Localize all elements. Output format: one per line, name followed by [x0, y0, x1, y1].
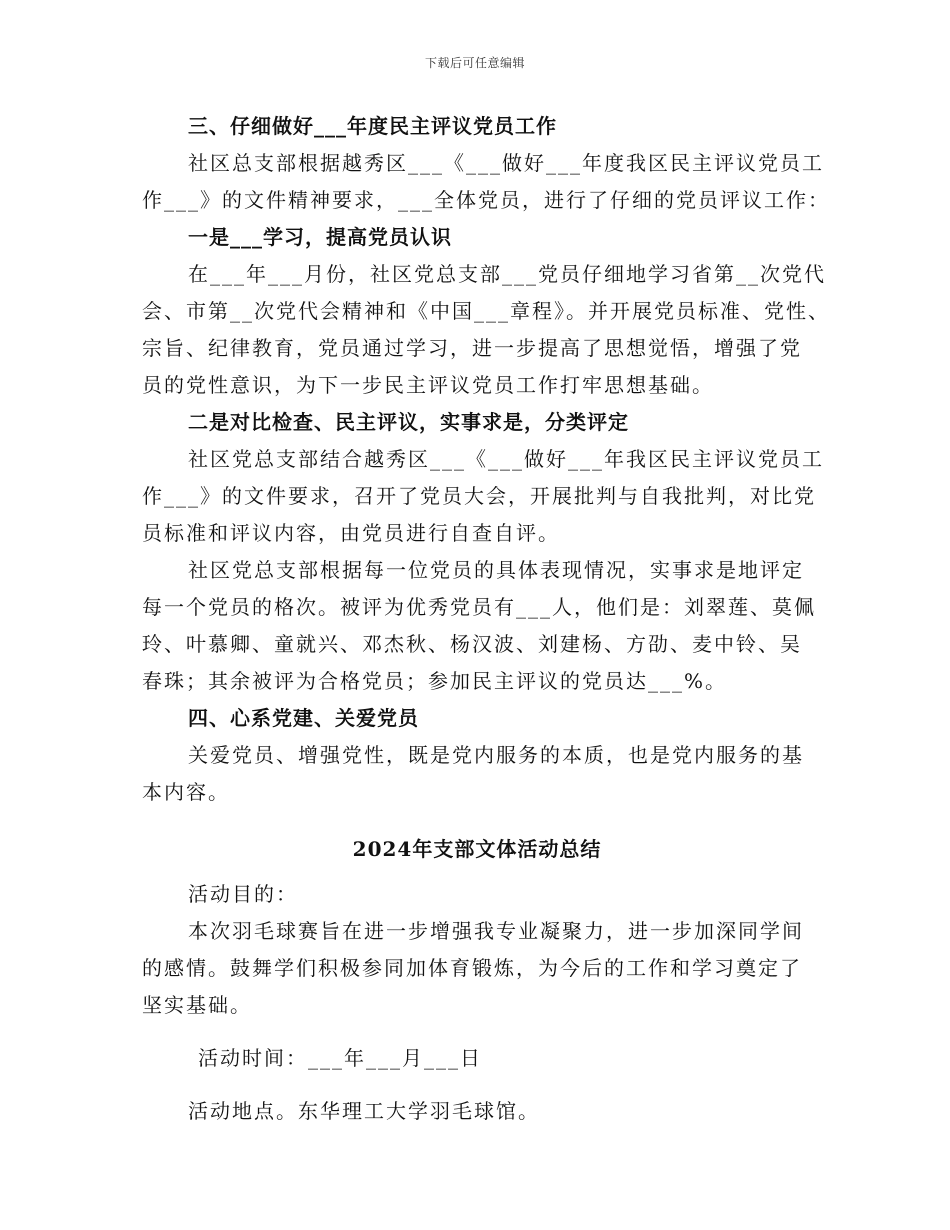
- paragraph-line: 作___》的文件精神要求，___全体党员，进行了仔细的党员评议工作：: [142, 188, 830, 212]
- section4-heading: 四、心系党建、关爱党员: [188, 706, 419, 730]
- summary-title: 2024年支部文体活动总结: [352, 837, 602, 861]
- paragraph-line: 在___年___月份，社区党总支部___党员仔细地学习省第__次党代: [188, 262, 826, 286]
- paragraph-line: 玲、叶慕卿、童就兴、邓杰秋、杨汉波、刘建杨、方劭、麦中铃、吴: [142, 632, 802, 656]
- activity-location: 活动地点。东华理工大学羽毛球馆。: [188, 1099, 540, 1123]
- paragraph-line: 本次羽毛球赛旨在进一步增强我专业凝聚力，进一步加深同学间: [188, 919, 804, 943]
- paragraph-line: 本内容。: [142, 780, 230, 804]
- paragraph-line: 宗旨、纪律教育，党员通过学习，进一步提高了思想觉悟，增强了党: [142, 336, 802, 360]
- paragraph-line: 社区党总支部结合越秀区___《___做好___年我区民主评议党员工: [188, 447, 824, 471]
- paragraph-line: 作___》的文件要求，召开了党员大会，开展批判与自我批判，对比党: [142, 484, 816, 508]
- paragraph-line: 社区党总支部根据每一位党员的具体表现情况，实事求是地评定: [188, 558, 804, 582]
- paragraph-line: 员的党性意识，为下一步民主评议党员工作打牢思想基础。: [142, 373, 714, 397]
- paragraph-line: 社区总支部根据越秀区___《___做好___年度我区民主评议党员工: [188, 151, 824, 175]
- point2-heading: 二是对比检查、民主评议，实事求是，分类评定: [188, 410, 629, 434]
- paragraph-line: 员标准和评议内容，由党员进行自查自评。: [142, 521, 560, 545]
- section3-heading: 三、仔细做好___年度民主评议党员工作: [188, 114, 557, 138]
- paragraph-line: 春珠；其余被评为合格党员；参加民主评议的党员达___%。: [142, 669, 728, 693]
- paragraph-line: 的感情。鼓舞学们积极参同加体育锻炼，为今后的工作和学习奠定了: [142, 956, 802, 980]
- paragraph-line: 坚实基础。: [142, 993, 252, 1017]
- paragraph-line: 每一个党员的格次。被评为优秀党员有___人，他们是：刘翠莲、莫佩: [142, 595, 816, 619]
- page-header: 下载后可任意编辑: [424, 56, 525, 70]
- paragraph-line: 会、市第__次党代会精神和《中国___章程》。并开展党员标准、党性、: [142, 299, 830, 323]
- purpose-label: 活动目的：: [188, 882, 298, 906]
- paragraph-line: 关爱党员、增强党性，既是党内服务的本质，也是党内服务的基: [188, 743, 804, 767]
- activity-time: 活动时间：___年___月___日: [198, 1046, 482, 1070]
- point1-heading: 一是___学习，提高党员认识: [188, 225, 452, 249]
- document-body: [142, 108, 830, 1130]
